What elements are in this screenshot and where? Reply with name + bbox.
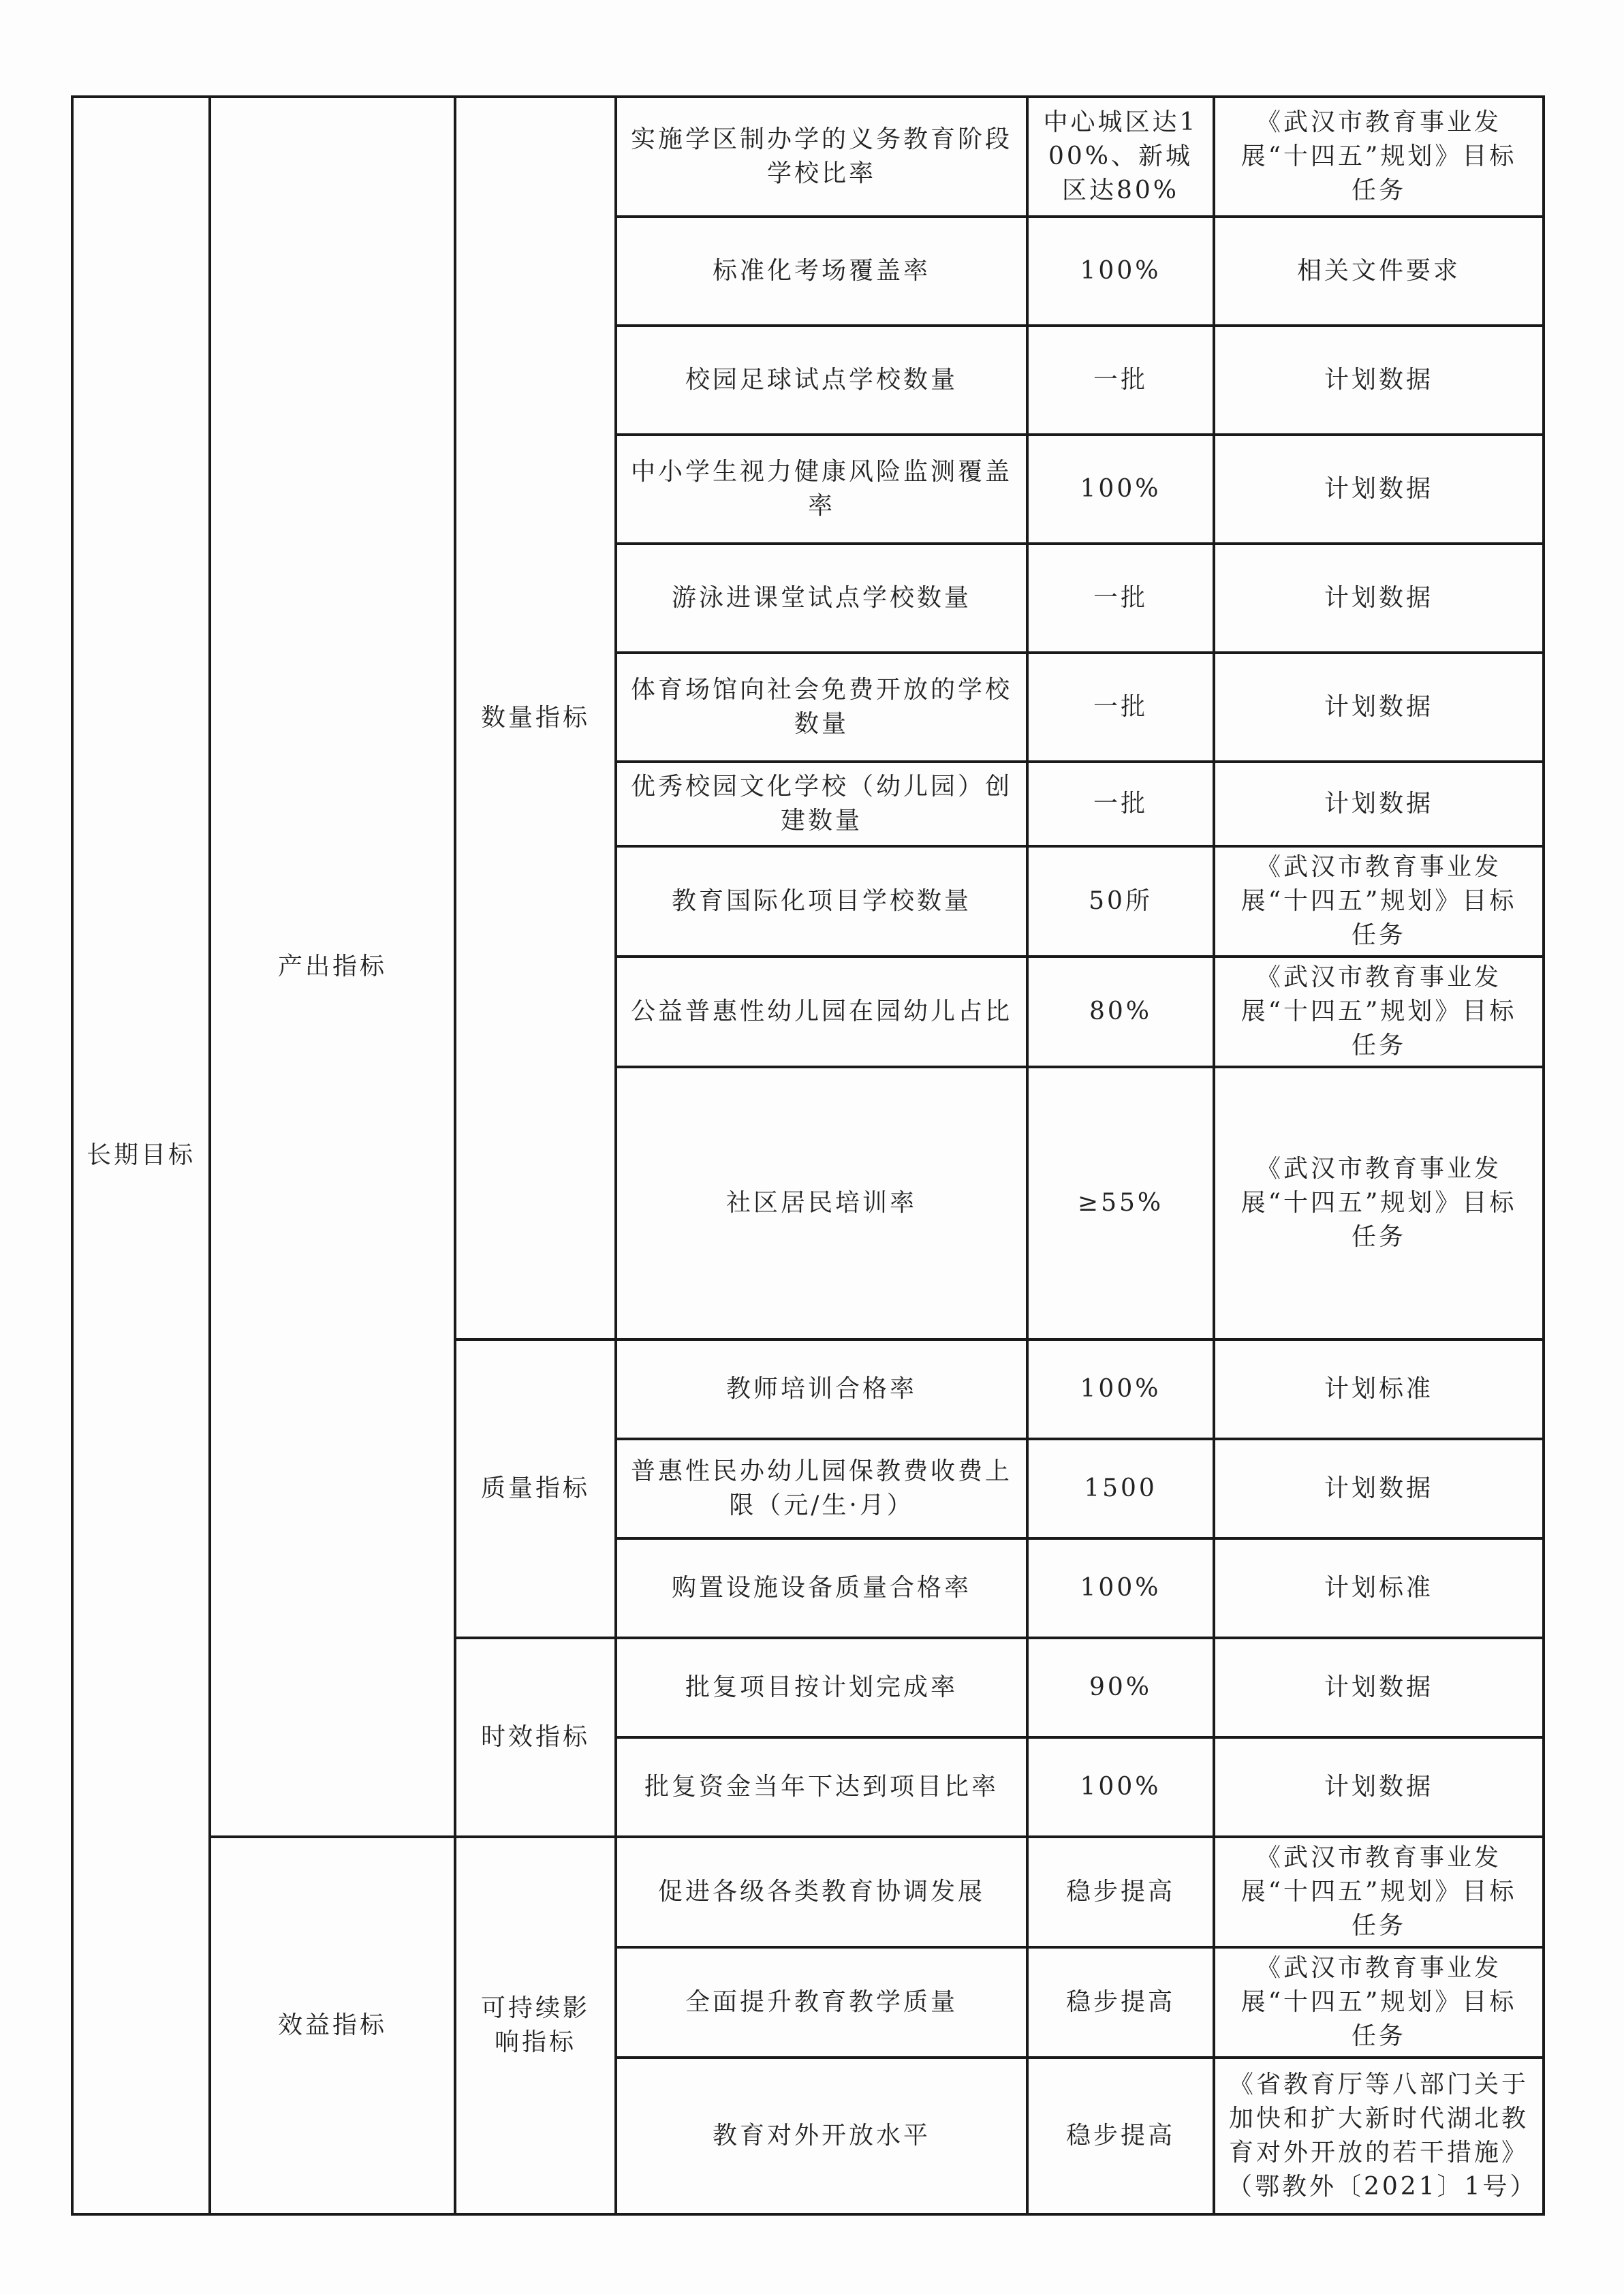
indicator-cell: 实施学区制办学的义务教育阶段学校比率 xyxy=(616,97,1027,217)
indicator-cell: 普惠性民办幼儿园保教费收费上限（元/生·月） xyxy=(616,1439,1027,1538)
indicator-cell: 公益普惠性幼儿园在园幼儿占比 xyxy=(616,957,1027,1067)
basis-cell: 《省教育厅等八部门关于加快和扩大新时代湖北教育对外开放的若干措施》（鄂教外〔2021〕1号） xyxy=(1214,2058,1544,2214)
value-cell: 50所 xyxy=(1027,846,1214,957)
indicator-cell: 中小学生视力健康风险监测覆盖率 xyxy=(616,435,1027,544)
value-cell: 稳步提高 xyxy=(1027,1947,1214,2058)
indicator-cell: 标准化考场覆盖率 xyxy=(616,217,1027,326)
indicator-cell: 校园足球试点学校数量 xyxy=(616,326,1027,435)
value-cell: 100% xyxy=(1027,1339,1214,1439)
indicator-cell: 教育对外开放水平 xyxy=(616,2058,1027,2214)
value-cell: 100% xyxy=(1027,435,1214,544)
basis-cell: 《武汉市教育事业发展“十四五”规划》目标任务 xyxy=(1214,1947,1544,2058)
basis-cell: 计划标准 xyxy=(1214,1538,1544,1638)
indicator-cell: 游泳进课堂试点学校数量 xyxy=(616,544,1027,653)
level3-quantity-cell: 数量指标 xyxy=(455,97,616,1339)
basis-cell: 《武汉市教育事业发展“十四五”规划》目标任务 xyxy=(1214,957,1544,1067)
indicator-cell: 批复项目按计划完成率 xyxy=(616,1638,1027,1737)
indicator-cell: 教育国际化项目学校数量 xyxy=(616,846,1027,957)
level2-benefit-cell: 效益指标 xyxy=(210,1837,455,2214)
table-row xyxy=(72,1837,1544,1947)
basis-cell: 计划数据 xyxy=(1214,1439,1544,1538)
value-cell: 1500 xyxy=(1027,1439,1214,1538)
basis-cell: 计划数据 xyxy=(1214,1638,1544,1737)
value-cell: 中心城区达100%、新城区达80% xyxy=(1027,97,1214,217)
basis-cell: 相关文件要求 xyxy=(1214,217,1544,326)
basis-cell: 计划标准 xyxy=(1214,1339,1544,1439)
level2-output-cell: 产出指标 xyxy=(210,97,455,1837)
value-cell: 一批 xyxy=(1027,544,1214,653)
basis-cell: 计划数据 xyxy=(1214,653,1544,762)
value-cell: 一批 xyxy=(1027,326,1214,435)
value-cell: 稳步提高 xyxy=(1027,2058,1214,2214)
value-cell: 一批 xyxy=(1027,762,1214,846)
basis-cell: 《武汉市教育事业发展“十四五”规划》目标任务 xyxy=(1214,1067,1544,1339)
value-cell: ≥55% xyxy=(1027,1067,1214,1339)
indicator-cell: 购置设施设备质量合格率 xyxy=(616,1538,1027,1638)
basis-cell: 计划数据 xyxy=(1214,326,1544,435)
basis-cell: 计划数据 xyxy=(1214,544,1544,653)
indicator-cell: 批复资金当年下达到项目比率 xyxy=(616,1737,1027,1837)
value-cell: 80% xyxy=(1027,957,1214,1067)
value-cell: 一批 xyxy=(1027,653,1214,762)
basis-cell: 计划数据 xyxy=(1214,435,1544,544)
indicator-cell: 优秀校园文化学校（幼儿园）创建数量 xyxy=(616,762,1027,846)
basis-cell: 《武汉市教育事业发展“十四五”规划》目标任务 xyxy=(1214,846,1544,957)
indicator-cell: 教师培训合格率 xyxy=(616,1339,1027,1439)
table-row xyxy=(72,97,1544,217)
level1-cell: 长期目标 xyxy=(72,97,210,2214)
value-cell: 稳步提高 xyxy=(1027,1837,1214,1947)
indicator-cell: 体育场馆向社会免费开放的学校数量 xyxy=(616,653,1027,762)
indicator-cell: 全面提升教育教学质量 xyxy=(616,1947,1027,2058)
value-cell: 100% xyxy=(1027,1737,1214,1837)
indicator-cell: 促进各级各类教育协调发展 xyxy=(616,1837,1027,1947)
value-cell: 90% xyxy=(1027,1638,1214,1737)
basis-cell: 计划数据 xyxy=(1214,762,1544,846)
indicator-cell: 社区居民培训率 xyxy=(616,1067,1027,1339)
basis-cell: 《武汉市教育事业发展“十四五”规划》目标任务 xyxy=(1214,1837,1544,1947)
level3-quality-cell: 质量指标 xyxy=(455,1339,616,1638)
level3-timeliness-cell: 时效指标 xyxy=(455,1638,616,1837)
basis-cell: 《武汉市教育事业发展“十四五”规划》目标任务 xyxy=(1214,97,1544,217)
basis-cell: 计划数据 xyxy=(1214,1737,1544,1837)
level3-sustainable-cell: 可持续影响指标 xyxy=(455,1837,616,2214)
performance-goals-table xyxy=(71,95,1545,2216)
value-cell: 100% xyxy=(1027,1538,1214,1638)
value-cell: 100% xyxy=(1027,217,1214,326)
